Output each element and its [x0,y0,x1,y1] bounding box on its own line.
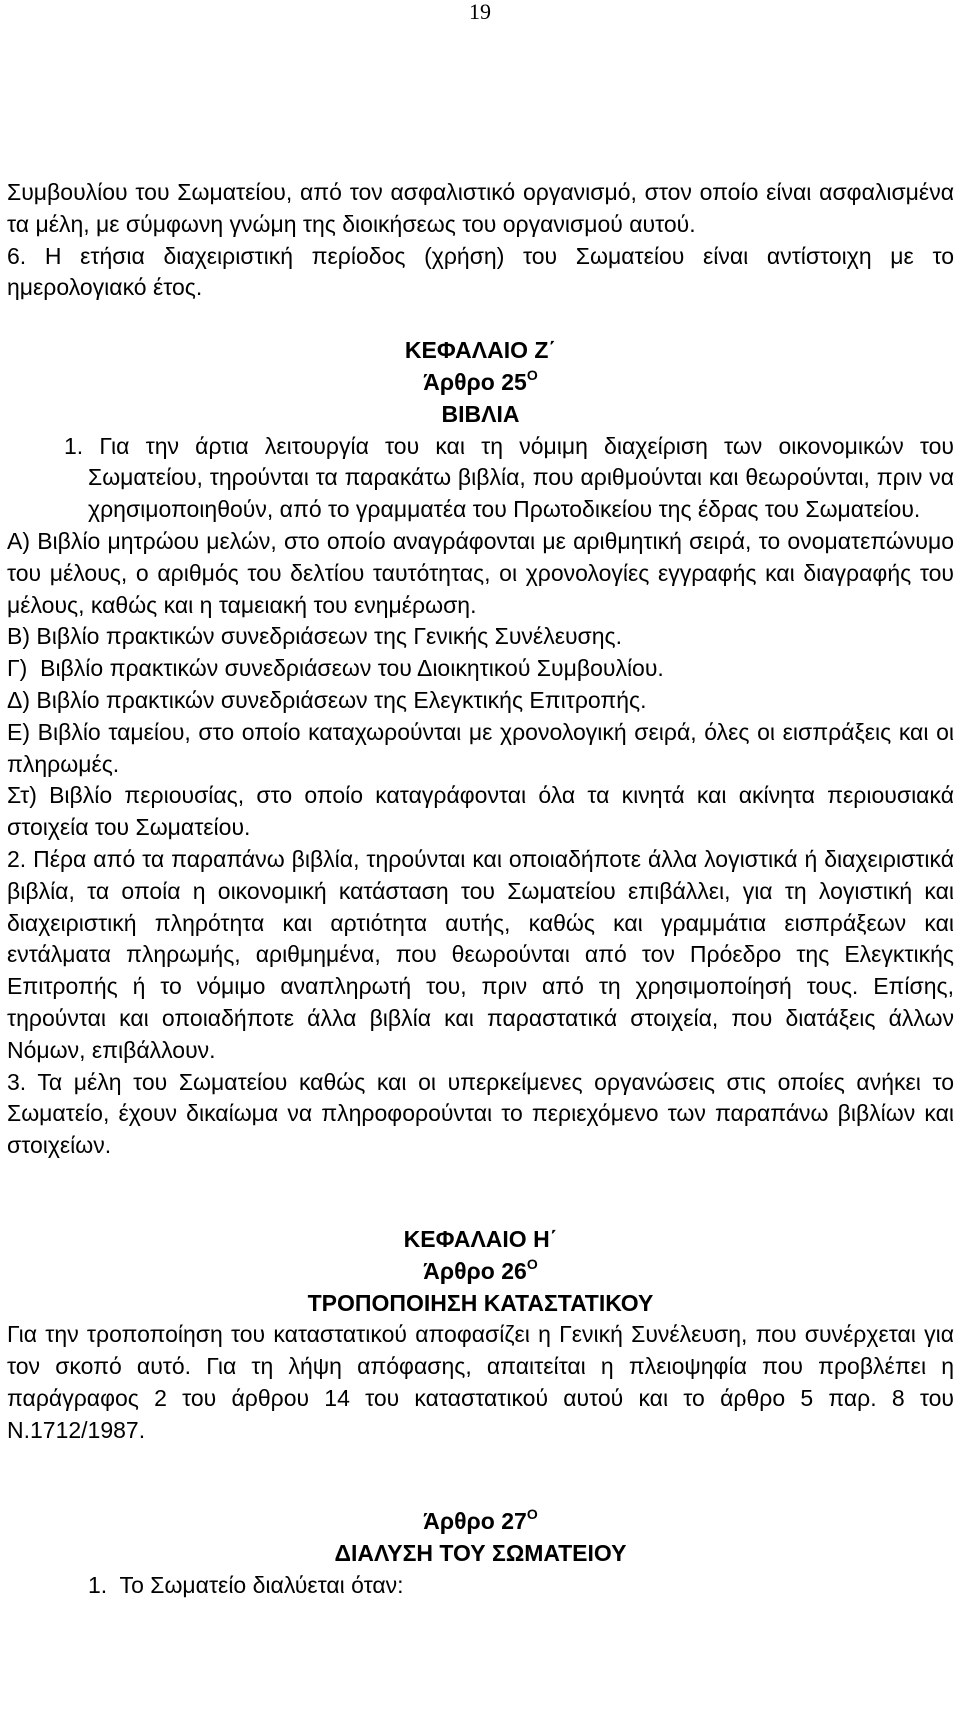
paragraph-fiscal-year: 6. Η ετήσια διαχειριστική περίοδος (χρήση) του Σωματείου είναι αντίστοιχη με το ημερολογιακό έτος. [7,242,954,301]
article-subtitle-amendment: ΤΡΟΠΟΠΟΙΗΣΗ ΚΑΤΑΣΤΑΤΙΚΟΥ [307,1289,654,1316]
article-25-paragraph-1: 1. Για την άρτια λειτουργία του και τη νόμιμη διαχείριση των οικονομικών του Σωματείου, τηρούνται τα παρακάτω βιβλία, που αριθμούνται και θεωρούνται, πριν να χρησιμοποιηθούν, από το γραμματέα του Πρωτοδικείου της έδρας του Σωματείου. [64,432,954,523]
book-item-a: Α) Βιβλίο μητρώου μελών, στο οποίο αναγράφονται με αριθμητική σειρά, το ονοματεπώνυμο του μέλους, ο αριθμός του δελτίου ταυτότητας, οι χρονολογίες εγγραφής και διαγραφής του μέλους, καθώς και η ταμειακή του ενημέρωση. [7,527,954,618]
chapter-title-h: ΚΕΦΑΛΑΙΟ Η΄ [403,1225,558,1252]
document-body [7,177,954,1602]
page-number: 19 [469,0,491,24]
book-item-e: Ε) Βιβλίο ταμείου, στο οποίο καταχωρούνται με χρονολογική σειρά, όλες οι εισπράξεις και οι πληρωμές. [7,718,954,777]
article-25-paragraph-2: 2. Πέρα από τα παραπάνω βιβλία, τηρούνται και οποιαδήποτε άλλα λογιστικά ή διαχειριστικά βιβλία, τα οποία η οικονομική κατάσταση του Σωματείου επιβάλλει, για τη λογιστική και διαχειριστική πληρότητα και αρτιότητα αυτής, καθώς και γραμμάτια εισπράξεων και εντάλματα πληρωμής, αριθμημένα, που θεωρούνται από τον Πρόεδρο της Ελεγκτικής Επιτροπής ή το νόμιμο αναπληρωτή του, πριν από τη χρησιμοποίησή τους. Επίσης, τηρούνται και οποιαδήποτε άλλα βιβλία και παραστατικά στοιχεία, που διατάξεις άλλων Νόμων, επιβάλλουν. [7,845,954,1063]
article-heading-27: Άρθρο $27^O$ [423,1506,538,1535]
article-27-paragraph-1: 1. Το Σωματείο διαλύεται όταν: [88,1572,404,1599]
article-heading-26: Άρθρο $26^O$ [423,1255,538,1284]
book-item-d: Δ) Βιβλίο πρακτικών συνεδριάσεων της Ελεγκτικής Επιτροπής. [7,686,647,713]
article-25-paragraph-3: 3. Τα μέλη του Σωματείου καθώς και οι υπερκείμενες οργανώσεις στις οποίες ανήκει το Σωματείο, έχουν δικαίωμα να πληροφορούνται το περιεχόμενο των παραπάνω βιβλίων και στοιχείων. [7,1068,954,1159]
book-item-c: Γ) Βιβλίο πρακτικών συνεδριάσεων του Διοικητικού Συμβουλίου. [7,655,664,682]
chapter-title-z: ΚΕΦΑΛΑΙΟ Ζ΄ [404,337,557,364]
article-subtitle-books: ΒΙΒΛΙΑ [441,400,520,427]
article-26-paragraph: Για την τροποποίηση του καταστατικού αποφασίζει η Γενική Συνέλευση, που συνέρχεται για τον σκοπό αυτό. Για τη λήψη απόφασης, απαιτείται η πλειοψηφία που προβλέπει η παράγραφος 2 του άρθρου 14 του καταστατικού αυτού και το άρθρο 5 παρ. 8 του Ν.1712/1987. [7,1321,954,1443]
book-item-st: Στ) Βιβλίο περιουσίας, στο οποίο καταγράφονται όλα τα κινητά και ακίνητα περιουσιακά στοιχεία του Σωματείου. [7,782,954,841]
book-item-b: Β) Βιβλίο πρακτικών συνεδριάσεων της Γενικής Συνέλευσης. [7,623,622,650]
paragraph-continuation: Συμβουλίου του Σωματείου, από τον ασφαλιστικό οργανισμό, στον οποίο είναι ασφαλισμένα τα μέλη, με σύμφωνη γνώμη της διοικήσεως του οργανισμού αυτού. [7,179,954,237]
article-heading-25: Άρθρο $25^O$ [423,366,538,395]
article-subtitle-dissolution: ΔΙΑΛΥΣΗ ΤΟΥ ΣΩΜΑΤΕΙΟΥ [334,1540,627,1567]
